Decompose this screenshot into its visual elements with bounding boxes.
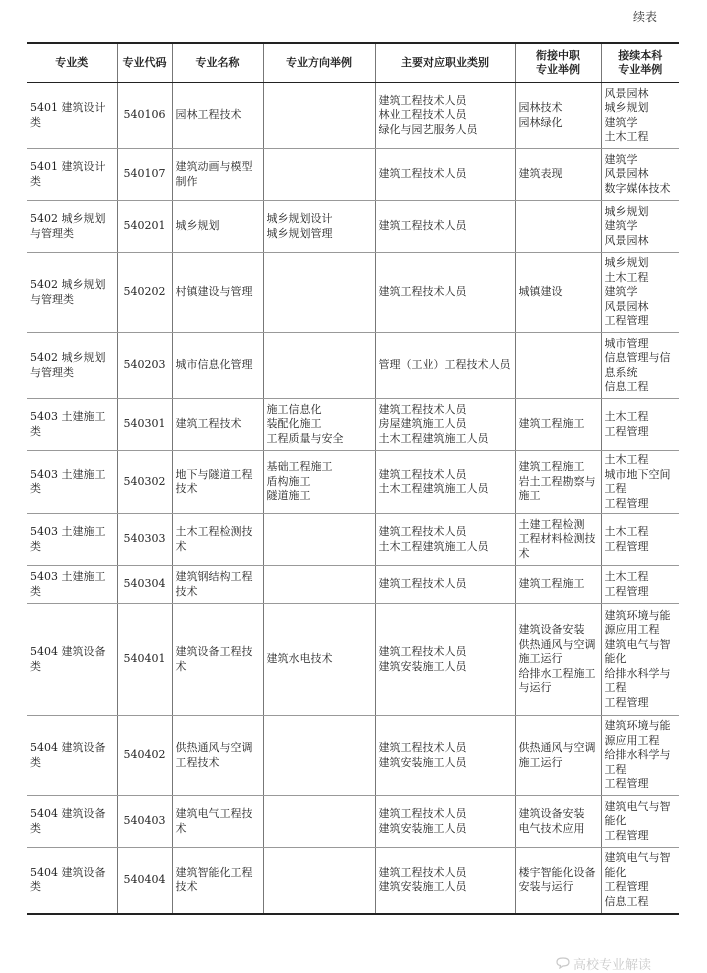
bachelor-major-cell-line: 工程管理 — [604, 539, 649, 553]
bachelor-major-cell-line: 风景园林 — [604, 299, 649, 313]
bachelor-major-cell — [601, 848, 679, 914]
major-code-cell: 540202 — [117, 253, 172, 333]
major-name-cell: 供热通风与空调工程技术 — [172, 716, 263, 796]
bachelor-major-cell-line: 风景园林 — [604, 167, 649, 181]
secondary-major-cell-line: 工程材料检测技术 — [518, 532, 596, 560]
secondary-major-cell-line: 建筑设备安装 — [518, 623, 585, 637]
direction-cell — [263, 83, 375, 149]
secondary-major-cell-line: 园林技术 — [518, 101, 563, 114]
bachelor-major-cell-line: 土木工程 — [604, 270, 649, 284]
major-code-cell: 540402 — [117, 716, 172, 796]
direction-cell — [263, 848, 375, 914]
bachelor-major-cell-line: 土木工程 — [604, 453, 649, 466]
table-row — [27, 201, 679, 253]
major-code-cell: 540203 — [117, 333, 172, 399]
major-code-cell: 540106 — [117, 83, 172, 149]
major-code-cell: 540401 — [117, 604, 172, 716]
bachelor-major-cell-line: 工程管理 — [604, 828, 649, 842]
column-header-line: 专业类 — [55, 56, 89, 69]
table-row — [27, 796, 679, 848]
table-row — [27, 604, 679, 716]
bachelor-major-cell-line: 建筑电气与智能化 — [604, 637, 671, 666]
bachelor-major-cell-line: 建筑学 — [604, 152, 638, 166]
secondary-major-cell-line: 土建工程检测 — [518, 517, 585, 531]
bachelor-major-cell — [601, 149, 679, 201]
secondary-major-cell — [515, 399, 601, 451]
major-code-cell: 540404 — [117, 848, 172, 914]
secondary-major-cell — [515, 333, 601, 399]
watermark-text: 高校专业解读 — [573, 958, 652, 973]
column-header-line: 接续本科 — [618, 49, 663, 62]
occupation-cell-line: 建筑安装施工人员 — [378, 659, 467, 673]
occupation-cell — [375, 796, 515, 848]
bachelor-major-cell — [601, 604, 679, 716]
table-row — [27, 333, 679, 399]
direction-cell — [263, 399, 375, 451]
direction-cell-line: 城乡规划设计 — [266, 212, 333, 225]
category-cell: 5404 建筑设备类 — [27, 796, 117, 848]
column-header-line: 专业名称 — [195, 56, 240, 69]
occupation-cell-line: 房屋建筑施工人员 — [378, 417, 467, 431]
continued-label: 续表 — [633, 10, 658, 24]
bachelor-major-cell-line: 工程管理 — [604, 777, 649, 791]
bachelor-major-cell-line: 建筑环境与能源应用工程 — [604, 608, 671, 637]
direction-cell-line: 施工信息化 — [266, 402, 322, 416]
bachelor-major-cell-line: 信息工程 — [604, 380, 649, 393]
occupation-cell-line: 土木工程建筑施工人员 — [378, 431, 489, 445]
column-header — [515, 43, 601, 83]
bachelor-major-cell-line: 城乡规划 — [604, 256, 649, 270]
occupation-cell — [375, 514, 515, 566]
bachelor-major-cell-line: 土木工程 — [604, 130, 649, 143]
category-cell: 5404 建筑设备类 — [27, 848, 117, 914]
major-name-cell: 建筑钢结构工程技术 — [172, 566, 263, 604]
direction-cell-line: 城乡规划管理 — [266, 226, 333, 240]
secondary-major-cell-line: 建筑表现 — [518, 167, 563, 181]
bachelor-major-cell-line: 土木工程 — [604, 570, 649, 583]
direction-cell — [263, 514, 375, 566]
category-cell: 5404 建筑设备类 — [27, 604, 117, 716]
bachelor-major-cell-line: 建筑电气与智能化 — [604, 799, 671, 828]
occupation-cell-line: 建筑工程技术人员 — [378, 577, 467, 591]
occupation-cell — [375, 848, 515, 914]
table-row — [27, 399, 679, 451]
occupation-cell — [375, 253, 515, 333]
bachelor-major-cell-line: 建筑学 — [604, 285, 638, 299]
secondary-major-cell — [515, 253, 601, 333]
direction-cell — [263, 201, 375, 253]
chat-bubble-icon — [556, 957, 570, 973]
bachelor-major-cell-line: 给排水科学与工程 — [604, 666, 671, 695]
category-cell: 5403 土建施工类 — [27, 451, 117, 514]
occupation-cell — [375, 333, 515, 399]
bachelor-major-cell — [601, 566, 679, 604]
bachelor-major-cell-line: 建筑学 — [604, 115, 638, 129]
major-name-cell: 村镇建设与管理 — [172, 253, 263, 333]
category-cell: 5402 城乡规划与管理类 — [27, 201, 117, 253]
secondary-major-cell-line: 供热通风与空调施工运行 — [518, 637, 596, 666]
secondary-major-cell — [515, 716, 601, 796]
occupation-cell-line: 土木工程建筑施工人员 — [378, 539, 489, 553]
bachelor-major-cell-line: 风景园林 — [604, 233, 649, 247]
secondary-major-cell — [515, 201, 601, 253]
bachelor-major-cell — [601, 716, 679, 796]
occupation-cell-line: 建筑工程技术人员 — [378, 219, 467, 233]
category-cell: 5404 建筑设备类 — [27, 716, 117, 796]
bachelor-major-cell-line: 土木工程 — [604, 410, 649, 423]
secondary-major-cell-line: 建筑工程施工 — [518, 417, 585, 431]
category-cell: 5403 土建施工类 — [27, 399, 117, 451]
column-header-line: 专业代码 — [122, 56, 167, 69]
bachelor-major-cell-line: 城乡规划 — [604, 204, 649, 218]
occupation-cell-line: 绿化与园艺服务人员 — [378, 122, 478, 136]
bachelor-major-cell-line: 建筑电气与智能化 — [604, 851, 671, 879]
occupation-cell-line: 建筑工程技术人员 — [378, 402, 467, 416]
category-cell: 5402 城乡规划与管理类 — [27, 333, 117, 399]
direction-cell — [263, 149, 375, 201]
bachelor-major-cell — [601, 796, 679, 848]
occupation-cell-line: 建筑工程技术人员 — [378, 285, 467, 299]
bachelor-major-cell-line: 工程管理 — [604, 584, 649, 598]
major-code-cell: 540304 — [117, 566, 172, 604]
occupation-cell-line: 建筑工程技术人员 — [378, 167, 467, 181]
column-header-line: 专业举例 — [536, 63, 580, 76]
occupation-cell-line: 建筑工程技术人员 — [378, 467, 467, 481]
column-header — [27, 43, 117, 83]
column-header — [172, 43, 263, 83]
bachelor-major-cell-line: 给排水科学与工程 — [604, 748, 671, 776]
occupation-cell-line: 建筑工程技术人员 — [378, 807, 467, 820]
occupation-cell — [375, 399, 515, 451]
direction-cell-line: 盾构施工 — [266, 474, 311, 488]
occupation-cell — [375, 201, 515, 253]
secondary-major-cell-line: 电气技术应用 — [518, 821, 585, 835]
direction-cell-line: 工程质量与安全 — [266, 431, 344, 445]
secondary-major-cell-line: 建筑设备安装 — [518, 807, 585, 820]
category-cell: 5402 城乡规划与管理类 — [27, 253, 117, 333]
bachelor-major-cell-line: 信息管理与信息系统 — [604, 351, 671, 379]
secondary-major-cell-line: 建筑工程施工 — [518, 460, 585, 474]
occupation-cell-line: 林业工程技术人员 — [378, 108, 467, 122]
table-row — [27, 451, 679, 514]
bachelor-major-cell-line: 建筑环境与能源应用工程 — [604, 719, 671, 747]
table-row — [27, 149, 679, 201]
occupation-cell-line: 建筑安装施工人员 — [378, 880, 467, 894]
secondary-major-cell-line: 城镇建设 — [518, 285, 563, 299]
secondary-major-cell-line: 园林绿化 — [518, 115, 563, 129]
table-row — [27, 253, 679, 333]
secondary-major-cell — [515, 149, 601, 201]
bachelor-major-cell-line: 风景园林 — [604, 86, 649, 100]
secondary-major-cell — [515, 604, 601, 716]
secondary-major-cell — [515, 566, 601, 604]
header-row — [27, 43, 679, 83]
major-code-cell: 540303 — [117, 514, 172, 566]
column-header-line: 主要对应职业类别 — [401, 56, 489, 69]
occupation-cell — [375, 451, 515, 514]
major-code-cell: 540403 — [117, 796, 172, 848]
secondary-major-cell — [515, 451, 601, 514]
column-header — [375, 43, 515, 83]
bachelor-major-cell — [601, 201, 679, 253]
column-header-line: 衔接中职 — [536, 49, 580, 62]
direction-cell — [263, 451, 375, 514]
column-header — [117, 43, 172, 83]
direction-cell-line: 基础工程施工 — [266, 460, 333, 474]
bachelor-major-cell-line: 工程管理 — [604, 496, 649, 510]
category-cell: 5401 建筑设计类 — [27, 149, 117, 201]
major-name-cell: 建筑工程技术 — [172, 399, 263, 451]
bachelor-major-cell-line: 城市管理 — [604, 336, 649, 350]
occupation-cell-line: 管理（工业）工程技术人员 — [378, 358, 511, 372]
column-header — [263, 43, 375, 83]
table-row — [27, 848, 679, 914]
bachelor-major-cell — [601, 83, 679, 149]
major-name-cell: 地下与隧道工程技术 — [172, 451, 263, 514]
secondary-major-cell-line: 建筑工程施工 — [518, 577, 585, 591]
major-name-cell: 城乡规划 — [172, 201, 263, 253]
direction-cell — [263, 604, 375, 716]
occupation-cell-line: 建筑工程技术人员 — [378, 865, 467, 879]
table-row — [27, 83, 679, 149]
major-name-cell: 土木工程检测技术 — [172, 514, 263, 566]
secondary-major-cell-line: 给排水工程施工与运行 — [518, 666, 596, 695]
major-name-cell: 建筑电气工程技术 — [172, 796, 263, 848]
column-header — [601, 43, 679, 83]
bachelor-major-cell-line: 数字媒体技术 — [604, 181, 671, 195]
column-header-line: 专业举例 — [618, 63, 663, 76]
occupation-cell-line: 建筑工程技术人员 — [378, 645, 467, 658]
bachelor-major-cell — [601, 514, 679, 566]
category-cell: 5403 土建施工类 — [27, 514, 117, 566]
table-row — [27, 566, 679, 604]
major-name-cell: 建筑动画与模型制作 — [172, 149, 263, 201]
bachelor-major-cell-line: 工程管理 — [604, 880, 649, 894]
secondary-major-cell — [515, 514, 601, 566]
direction-cell-line: 建筑水电技术 — [266, 652, 333, 666]
direction-cell — [263, 253, 375, 333]
major-name-cell: 园林工程技术 — [172, 83, 263, 149]
bachelor-major-cell-line: 工程管理 — [604, 424, 649, 438]
occupation-cell-line: 建筑工程技术人员 — [378, 93, 467, 107]
major-code-cell: 540302 — [117, 451, 172, 514]
occupation-cell-line: 建筑工程技术人员 — [378, 525, 467, 538]
bachelor-major-cell-line: 工程管理 — [604, 695, 649, 709]
table-row — [27, 514, 679, 566]
major-table — [27, 42, 679, 915]
direction-cell — [263, 333, 375, 399]
occupation-cell-line: 建筑安装施工人员 — [378, 821, 467, 835]
major-name-cell: 建筑智能化工程技术 — [172, 848, 263, 914]
secondary-major-cell-line: 供热通风与空调施工运行 — [518, 741, 596, 769]
occupation-cell-line: 建筑工程技术人员 — [378, 741, 467, 754]
bachelor-major-cell — [601, 333, 679, 399]
bachelor-major-cell — [601, 451, 679, 514]
secondary-major-cell-line: 楼宇智能化设备安装与运行 — [518, 865, 596, 894]
direction-cell — [263, 716, 375, 796]
major-name-cell: 建筑设备工程技术 — [172, 604, 263, 716]
direction-cell — [263, 796, 375, 848]
secondary-major-cell-line: 岩土工程勘察与施工 — [518, 474, 596, 503]
secondary-major-cell — [515, 83, 601, 149]
bachelor-major-cell — [601, 399, 679, 451]
table-body — [27, 83, 679, 914]
secondary-major-cell — [515, 796, 601, 848]
bachelor-major-cell — [601, 253, 679, 333]
secondary-major-cell — [515, 848, 601, 914]
bachelor-major-cell-line: 土木工程 — [604, 525, 649, 538]
occupation-cell — [375, 566, 515, 604]
major-name-cell: 城市信息化管理 — [172, 333, 263, 399]
category-cell: 5403 土建施工类 — [27, 566, 117, 604]
major-code-cell: 540301 — [117, 399, 172, 451]
occupation-cell-line: 建筑安装施工人员 — [378, 755, 467, 769]
occupation-cell — [375, 149, 515, 201]
direction-cell — [263, 566, 375, 604]
watermark — [556, 954, 651, 973]
major-code-cell: 540107 — [117, 149, 172, 201]
direction-cell-line: 隧道施工 — [266, 489, 311, 503]
direction-cell-line: 装配化施工 — [266, 417, 322, 431]
occupation-cell — [375, 604, 515, 716]
bachelor-major-cell-line: 建筑学 — [604, 219, 638, 233]
occupation-cell-line: 土木工程建筑施工人员 — [378, 482, 489, 495]
column-header-line: 专业方向举例 — [286, 56, 352, 69]
bachelor-major-cell-line: 城市地下空间工程 — [604, 467, 671, 495]
bachelor-major-cell-line: 信息工程 — [604, 894, 649, 908]
category-cell: 5401 建筑设计类 — [27, 83, 117, 149]
table-row — [27, 716, 679, 796]
occupation-cell — [375, 83, 515, 149]
occupation-cell — [375, 716, 515, 796]
bachelor-major-cell-line: 工程管理 — [604, 314, 649, 328]
bachelor-major-cell-line: 城乡规划 — [604, 101, 649, 114]
major-code-cell: 540201 — [117, 201, 172, 253]
